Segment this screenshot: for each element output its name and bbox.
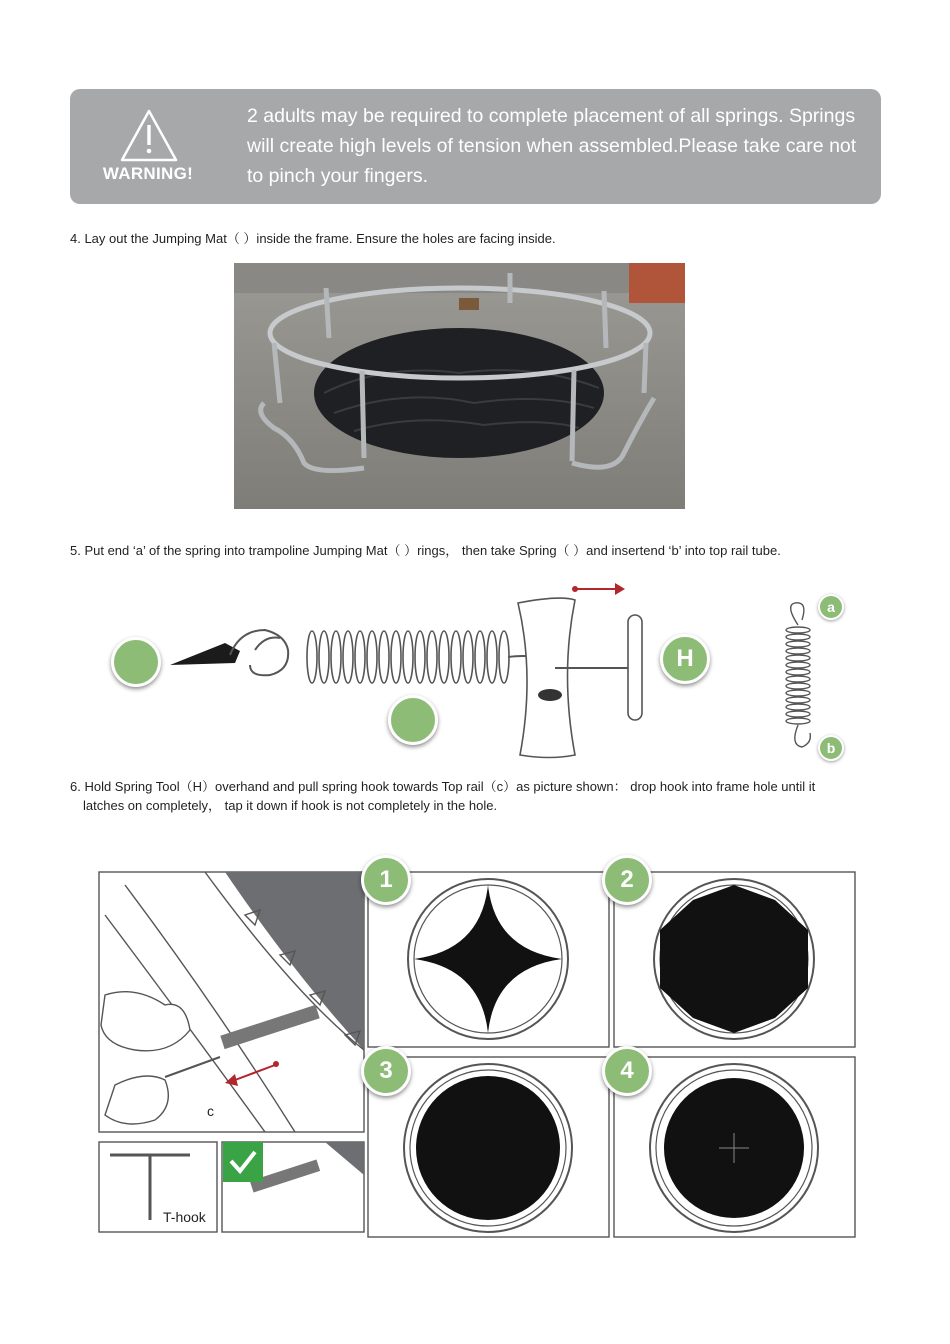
sequence-badge-4: 4 xyxy=(602,1046,652,1096)
step-4-text: 4. Lay out the Jumping Mat（ ）inside the frame. Ensure the holes are facing inside. xyxy=(70,231,556,246)
sequence-badge-3: 3 xyxy=(361,1046,411,1096)
installation-illustration xyxy=(95,845,865,1245)
step-6-line-2: latches on completely， tap it down if hook is not completely in the hole. xyxy=(83,798,498,813)
warning-label: WARNING! xyxy=(102,164,194,183)
step-5-text: 5. Put end ‘a’ of the spring into trampoline Jumping Mat（ ）rings， then take Spring（ ）and insertend ‘b’ into top rail tube. xyxy=(70,543,781,558)
top-rail-c-label: c xyxy=(207,1103,214,1119)
mat-badge xyxy=(111,637,161,687)
t-hook-tool xyxy=(628,615,642,720)
step-6-line-1: 6. Hold Spring Tool（H）overhand and pull spring hook towards Top rail（c）as picture shown： drop hook into frame hole until it xyxy=(70,779,816,794)
warning-triangle-icon xyxy=(119,108,179,164)
spring-attachment-diagram xyxy=(90,575,890,765)
sequence-badge-2: 2 xyxy=(602,855,652,905)
spring-tool-badge: H xyxy=(660,634,710,684)
spring-coils xyxy=(307,631,509,683)
step-6-text xyxy=(70,777,900,815)
sequence-badge-1: 1 xyxy=(361,855,411,905)
frame-tube-section xyxy=(518,598,575,757)
spring-badge xyxy=(388,695,438,745)
t-hook-label: T-hook xyxy=(163,1209,206,1225)
warning-text: 2 adults may be required to complete placement of all springs. Springs will create high levels of tension when assembled.Please take care not to pinch your fingers. xyxy=(247,105,857,187)
spring-vertical xyxy=(786,603,810,747)
spring-end-b-badge: b xyxy=(818,735,844,761)
frame-with-mat-photo xyxy=(234,263,685,509)
check-icon xyxy=(223,1142,263,1182)
spring-end-a-badge: a xyxy=(818,594,844,620)
